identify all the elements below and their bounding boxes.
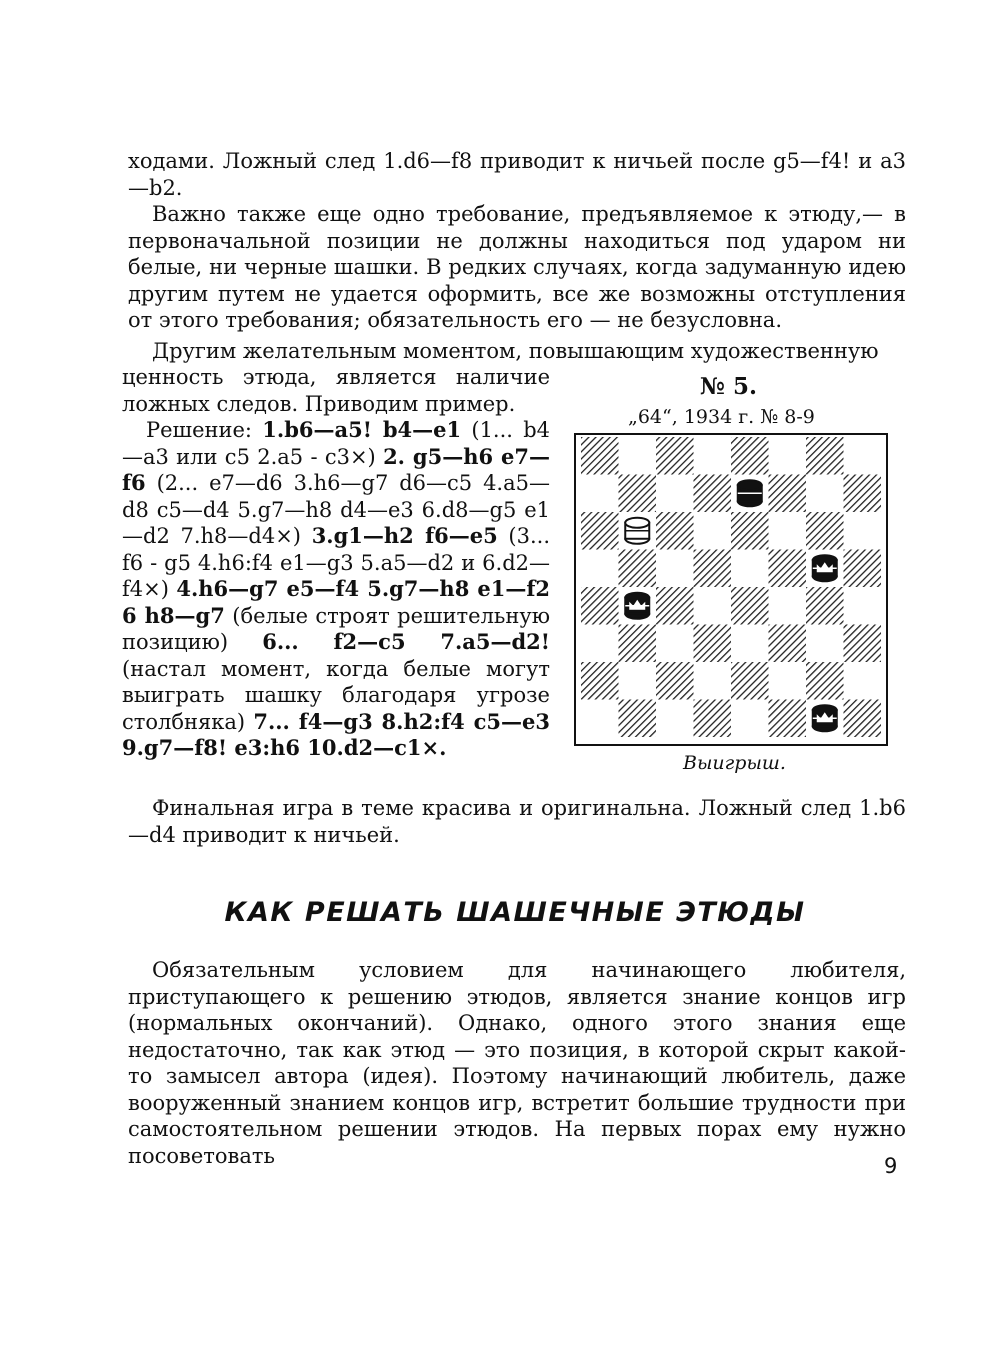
light-square xyxy=(844,512,882,550)
dark-square xyxy=(731,587,769,625)
dark-square xyxy=(769,475,807,513)
light-square xyxy=(769,437,807,475)
solution-segment: 1.b6—a5! b4—e1 xyxy=(262,417,462,442)
light-square xyxy=(694,512,732,550)
black-checker-e7 xyxy=(733,477,767,511)
dark-square xyxy=(694,700,732,738)
dark-square xyxy=(619,700,657,738)
light-square xyxy=(769,512,807,550)
solution-segment: Решение: xyxy=(146,418,263,442)
solution-segment: (1... b4—a3 или c5 2.a5 - c3×) xyxy=(122,418,551,469)
dark-square xyxy=(694,550,732,588)
dark-square xyxy=(806,437,844,475)
solution-segment: (настал момент, когда белые могут выиграть шашку благодаря угрозе столбняка) xyxy=(122,656,550,734)
dark-square xyxy=(769,700,807,738)
solution-segment: 7... f4—g3 8.h2:f4 c5—e3 9.g7—f8! e3:h6 10.d2—c1×. xyxy=(122,708,550,760)
dark-square xyxy=(806,587,844,625)
solution-segment: (2... e7—d6 3.h6—g7 d6—c5 4.a5—d8 c5—d4 5.g7—h8 d4—e3 6.d8—g5 e1—d2 7.h8—d4×) xyxy=(122,471,550,548)
light-square xyxy=(581,700,619,738)
dark-square xyxy=(619,625,657,663)
light-square xyxy=(731,625,769,663)
light-square xyxy=(656,700,694,738)
light-square xyxy=(844,662,882,700)
dark-square xyxy=(731,512,769,550)
light-square xyxy=(581,625,619,663)
light-square xyxy=(656,475,694,513)
light-square xyxy=(769,587,807,625)
solution-segment: 3.g1—h2 f6—e5 xyxy=(311,523,498,548)
dark-square xyxy=(731,437,769,475)
dark-square xyxy=(769,550,807,588)
light-square xyxy=(581,475,619,513)
dark-square xyxy=(844,550,882,588)
solution-segment: 4.h6—g7 e5—f4 5.g7—h8 e1—f2 6 h8—g7 xyxy=(122,576,550,628)
light-square xyxy=(619,662,657,700)
page-number: 9 xyxy=(884,1154,898,1178)
solution-column xyxy=(122,364,550,762)
light-square xyxy=(731,550,769,588)
dark-square xyxy=(581,662,619,700)
light-square xyxy=(769,662,807,700)
solution-text xyxy=(122,417,550,762)
light-square xyxy=(581,550,619,588)
problem-source: „64“, 1934 г. № 8-9 xyxy=(628,406,815,428)
light-square xyxy=(731,700,769,738)
dark-square xyxy=(581,512,619,550)
black-king-b4 xyxy=(621,589,655,623)
paragraph-requirement: Важно также еще одно требование, предъявляемое к этюду,— в первоначальной позиции не должны находиться под ударом ни белые, ни черные шашки. В редких случаях, когда задуманную идею другим путем не удается оформить, все же возможны отступления от этого требования; обязательность его — не безусловна. xyxy=(128,202,906,332)
dark-square xyxy=(694,475,732,513)
paragraph-false-trail: ходами. Ложный след 1.d6—f8 приводит к ничьей после g5—f4! и a3—b2. xyxy=(128,149,906,200)
dark-square xyxy=(656,662,694,700)
paragraph-final-play: Финальная игра в теме красива и оригинальна. Ложный след 1.b6—d4 приводит к ничьей. xyxy=(128,796,906,847)
light-square xyxy=(619,437,657,475)
dark-square xyxy=(844,475,882,513)
dark-square xyxy=(806,512,844,550)
solution-segment: 6... f2—c5 7.a5—d2! xyxy=(262,629,550,654)
light-square xyxy=(656,550,694,588)
dark-square xyxy=(656,587,694,625)
paragraph-desirable-continued: ценность этюда, является наличие ложных следов. Приводим пример. xyxy=(122,365,550,416)
light-square xyxy=(694,662,732,700)
light-square xyxy=(806,625,844,663)
solution-segment: (белые строят решительную позицию) xyxy=(122,603,550,654)
checkers-board xyxy=(581,437,881,737)
solution-segment: 2. g5—h6 e7—f6 xyxy=(122,443,551,495)
section-heading: КАК РЕШАТЬ ШАШЕЧНЫЕ ЭТЮДЫ xyxy=(224,897,806,928)
white-checker-b6 xyxy=(621,514,655,548)
dark-square xyxy=(656,512,694,550)
paragraph-how-to-solve: Обязательным условием для начинающего любителя, приступающего к решению этюдов, является знание концов игр (нормальных окончаний). Однако, одного этого знания еще недостаточно, так как этюд — это позиция, в которой скрыт какой-то замысел автора (идея). Поэтому начинающий любитель, даже вооруженный знанием концов игр, встретит большие трудности при самостоятельном решении этюдов. На первых порах ему нужно посоветовать xyxy=(128,958,906,1168)
dark-square xyxy=(656,437,694,475)
light-square xyxy=(844,437,882,475)
dark-square xyxy=(731,662,769,700)
dark-square xyxy=(619,550,657,588)
dark-square xyxy=(806,662,844,700)
dark-square xyxy=(694,625,732,663)
dark-square xyxy=(581,437,619,475)
problem-number: № 5. xyxy=(700,373,758,400)
dark-square xyxy=(844,700,882,738)
light-square xyxy=(844,587,882,625)
dark-square xyxy=(619,475,657,513)
solution-segment: (3... f6 - g5 4.h6:f4 e1—g3 5.a5—d2 и 6.d2—f4×) xyxy=(122,524,550,601)
light-square xyxy=(694,437,732,475)
dark-square xyxy=(581,587,619,625)
black-king-g1 xyxy=(808,702,842,736)
light-square xyxy=(656,625,694,663)
light-square xyxy=(694,587,732,625)
paragraph-desirable: Другим желательным моментом, повышающим художественную xyxy=(152,339,879,363)
dark-square xyxy=(844,625,882,663)
dark-square xyxy=(769,625,807,663)
light-square xyxy=(806,475,844,513)
problem-caption: Выигрыш. xyxy=(683,752,786,774)
black-king-g5 xyxy=(808,552,842,586)
